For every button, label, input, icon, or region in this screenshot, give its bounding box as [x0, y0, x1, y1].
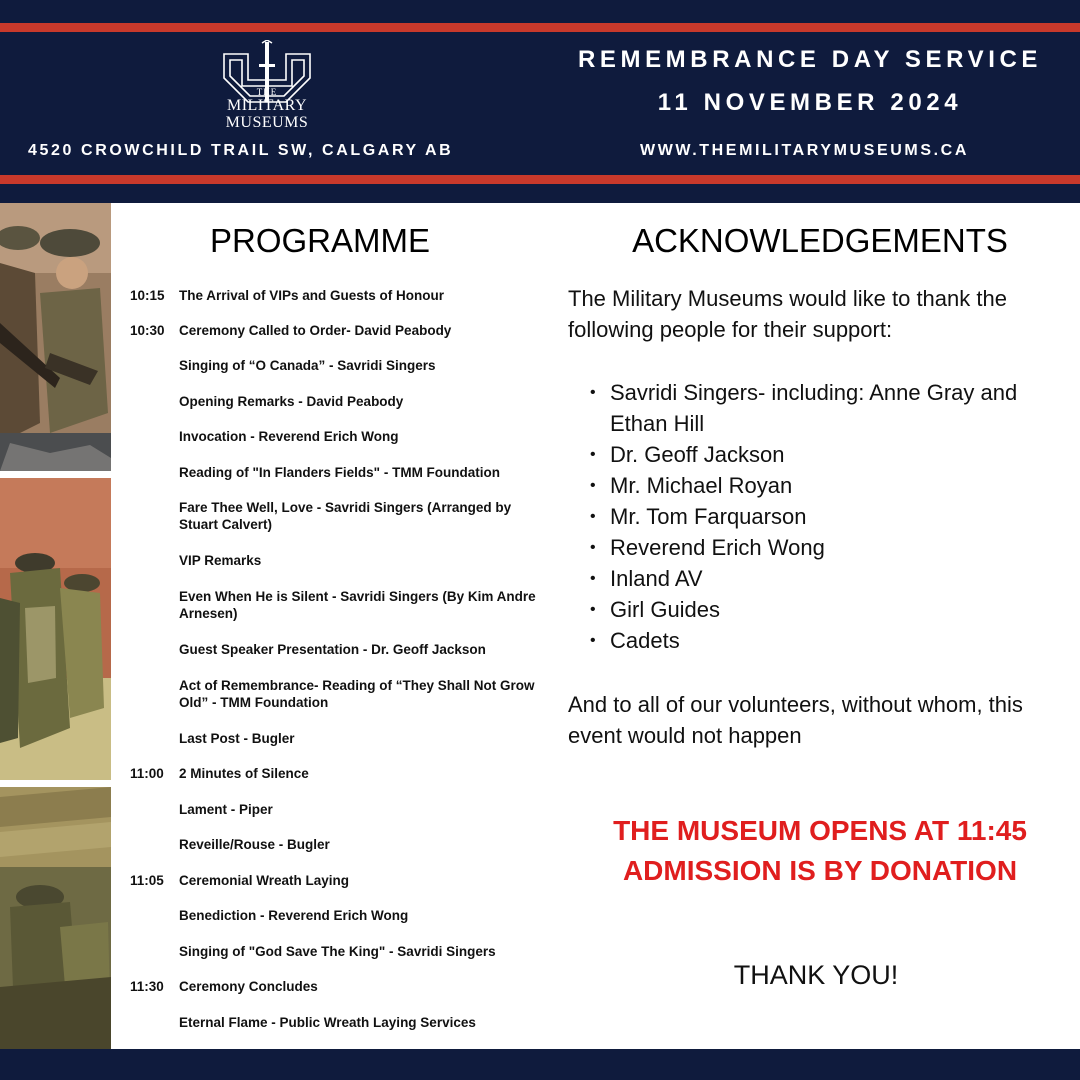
- programme-item: Lament - Piper: [179, 802, 273, 817]
- programme-item: Ceremonial Wreath Laying: [179, 873, 350, 888]
- event-date: 11 NOVEMBER 2024: [657, 89, 963, 116]
- programme-time: 11:30: [130, 979, 164, 994]
- programme-item: The Arrival of VIPs and Guests of Honour: [179, 288, 445, 303]
- event-title: REMEMBRANCE DAY SERVICE: [577, 46, 1043, 73]
- website-link[interactable]: WWW.THEMILITARYMUSEUMS.CA: [640, 142, 969, 159]
- acknowledgements-intro: The Military Museums would like to thank the following people for their support:: [568, 286, 1007, 342]
- acknowledgements-list: [590, 377, 1080, 656]
- programme-item: Eternal Flame - Public Wreath Laying Services: [179, 1015, 476, 1030]
- war-painting-top: [0, 203, 111, 471]
- programme-heading: PROGRAMME: [209, 222, 430, 259]
- acknowledgement-item: • Dr. Geoff Jackson: [590, 439, 1080, 470]
- programme-item: Fare Thee Well, Love - Savridi Singers (Arranged by Stuart Calvert): [179, 500, 512, 532]
- programme-item: Last Post - Bugler: [179, 731, 295, 746]
- logo-line1: MILITARY: [226, 97, 308, 114]
- acknowledgement-item: • Girl Guides: [590, 594, 1080, 625]
- programme-time: 10:15: [130, 288, 165, 303]
- programme-time: 10:30: [130, 323, 165, 338]
- acknowledgement-item: • Cadets: [590, 625, 1080, 656]
- programme-item: 2 Minutes of Silence: [179, 766, 309, 781]
- header-bottom-stripe: [0, 175, 1080, 184]
- museum-address: 4520 CROWCHILD TRAIL SW, CALGARY AB: [28, 142, 454, 159]
- programme-item: Ceremony Concludes: [179, 979, 318, 994]
- acknowledgement-item: • Mr. Tom Farquarson: [590, 501, 1080, 532]
- header-top-stripe: [0, 23, 1080, 32]
- programme-time: 11:00: [130, 766, 164, 781]
- programme-item: Benediction - Reverend Erich Wong: [179, 908, 409, 923]
- programme-item: Singing of "God Save The King" - Savridi Singers: [179, 944, 496, 959]
- admission-notice: ADMISSION IS BY DONATION: [622, 855, 1018, 886]
- footer-band: [0, 1049, 1080, 1080]
- programme-item: Singing of “O Canada” - Savridi Singers: [179, 358, 436, 373]
- programme-item: Opening Remarks - David Peabody: [179, 394, 404, 409]
- war-painting-middle: [0, 478, 111, 780]
- programme-item: Ceremony Called to Order- David Peabody: [179, 323, 452, 338]
- programme-item: Act of Remembrance- Reading of “They Shall Not Grow Old” - TMM Foundation: [179, 678, 535, 710]
- logo-line2: MUSEUMS: [225, 114, 309, 131]
- programme-item: Even When He is Silent - Savridi Singers (By Kim Andre Arnesen): [179, 589, 536, 621]
- logo-the: THE: [256, 87, 278, 97]
- war-painting-bottom: [0, 787, 111, 1049]
- programme-item: Invocation - Reverend Erich Wong: [179, 429, 399, 444]
- programme-item: Reveille/Rouse - Bugler: [179, 837, 330, 852]
- museum-opening-notice: THE MUSEUM OPENS AT 11:45: [613, 815, 1027, 846]
- acknowledgements-outro: And to all of our volunteers, without whom, this event would not happen: [568, 692, 1023, 748]
- acknowledgement-item: • Mr. Michael Royan: [590, 470, 1080, 501]
- programme-time: 11:05: [130, 873, 164, 888]
- programme-item: Reading of "In Flanders Fields" - TMM Foundation: [179, 465, 501, 480]
- header-banner: [0, 0, 1080, 203]
- acknowledgement-item: • Savridi Singers- including: Anne Gray and Ethan Hill: [590, 377, 1080, 439]
- museum-logo-text: [205, 88, 329, 131]
- acknowledgement-item: • Inland AV: [590, 563, 1080, 594]
- acknowledgements-heading: ACKNOWLEDGEMENTS: [632, 222, 1008, 259]
- thank-you-text: THANK YOU!: [733, 960, 899, 990]
- programme-item: VIP Remarks: [179, 553, 262, 568]
- programme-item: Guest Speaker Presentation - Dr. Geoff Jackson: [179, 642, 486, 657]
- acknowledgement-item: • Reverend Erich Wong: [590, 532, 1080, 563]
